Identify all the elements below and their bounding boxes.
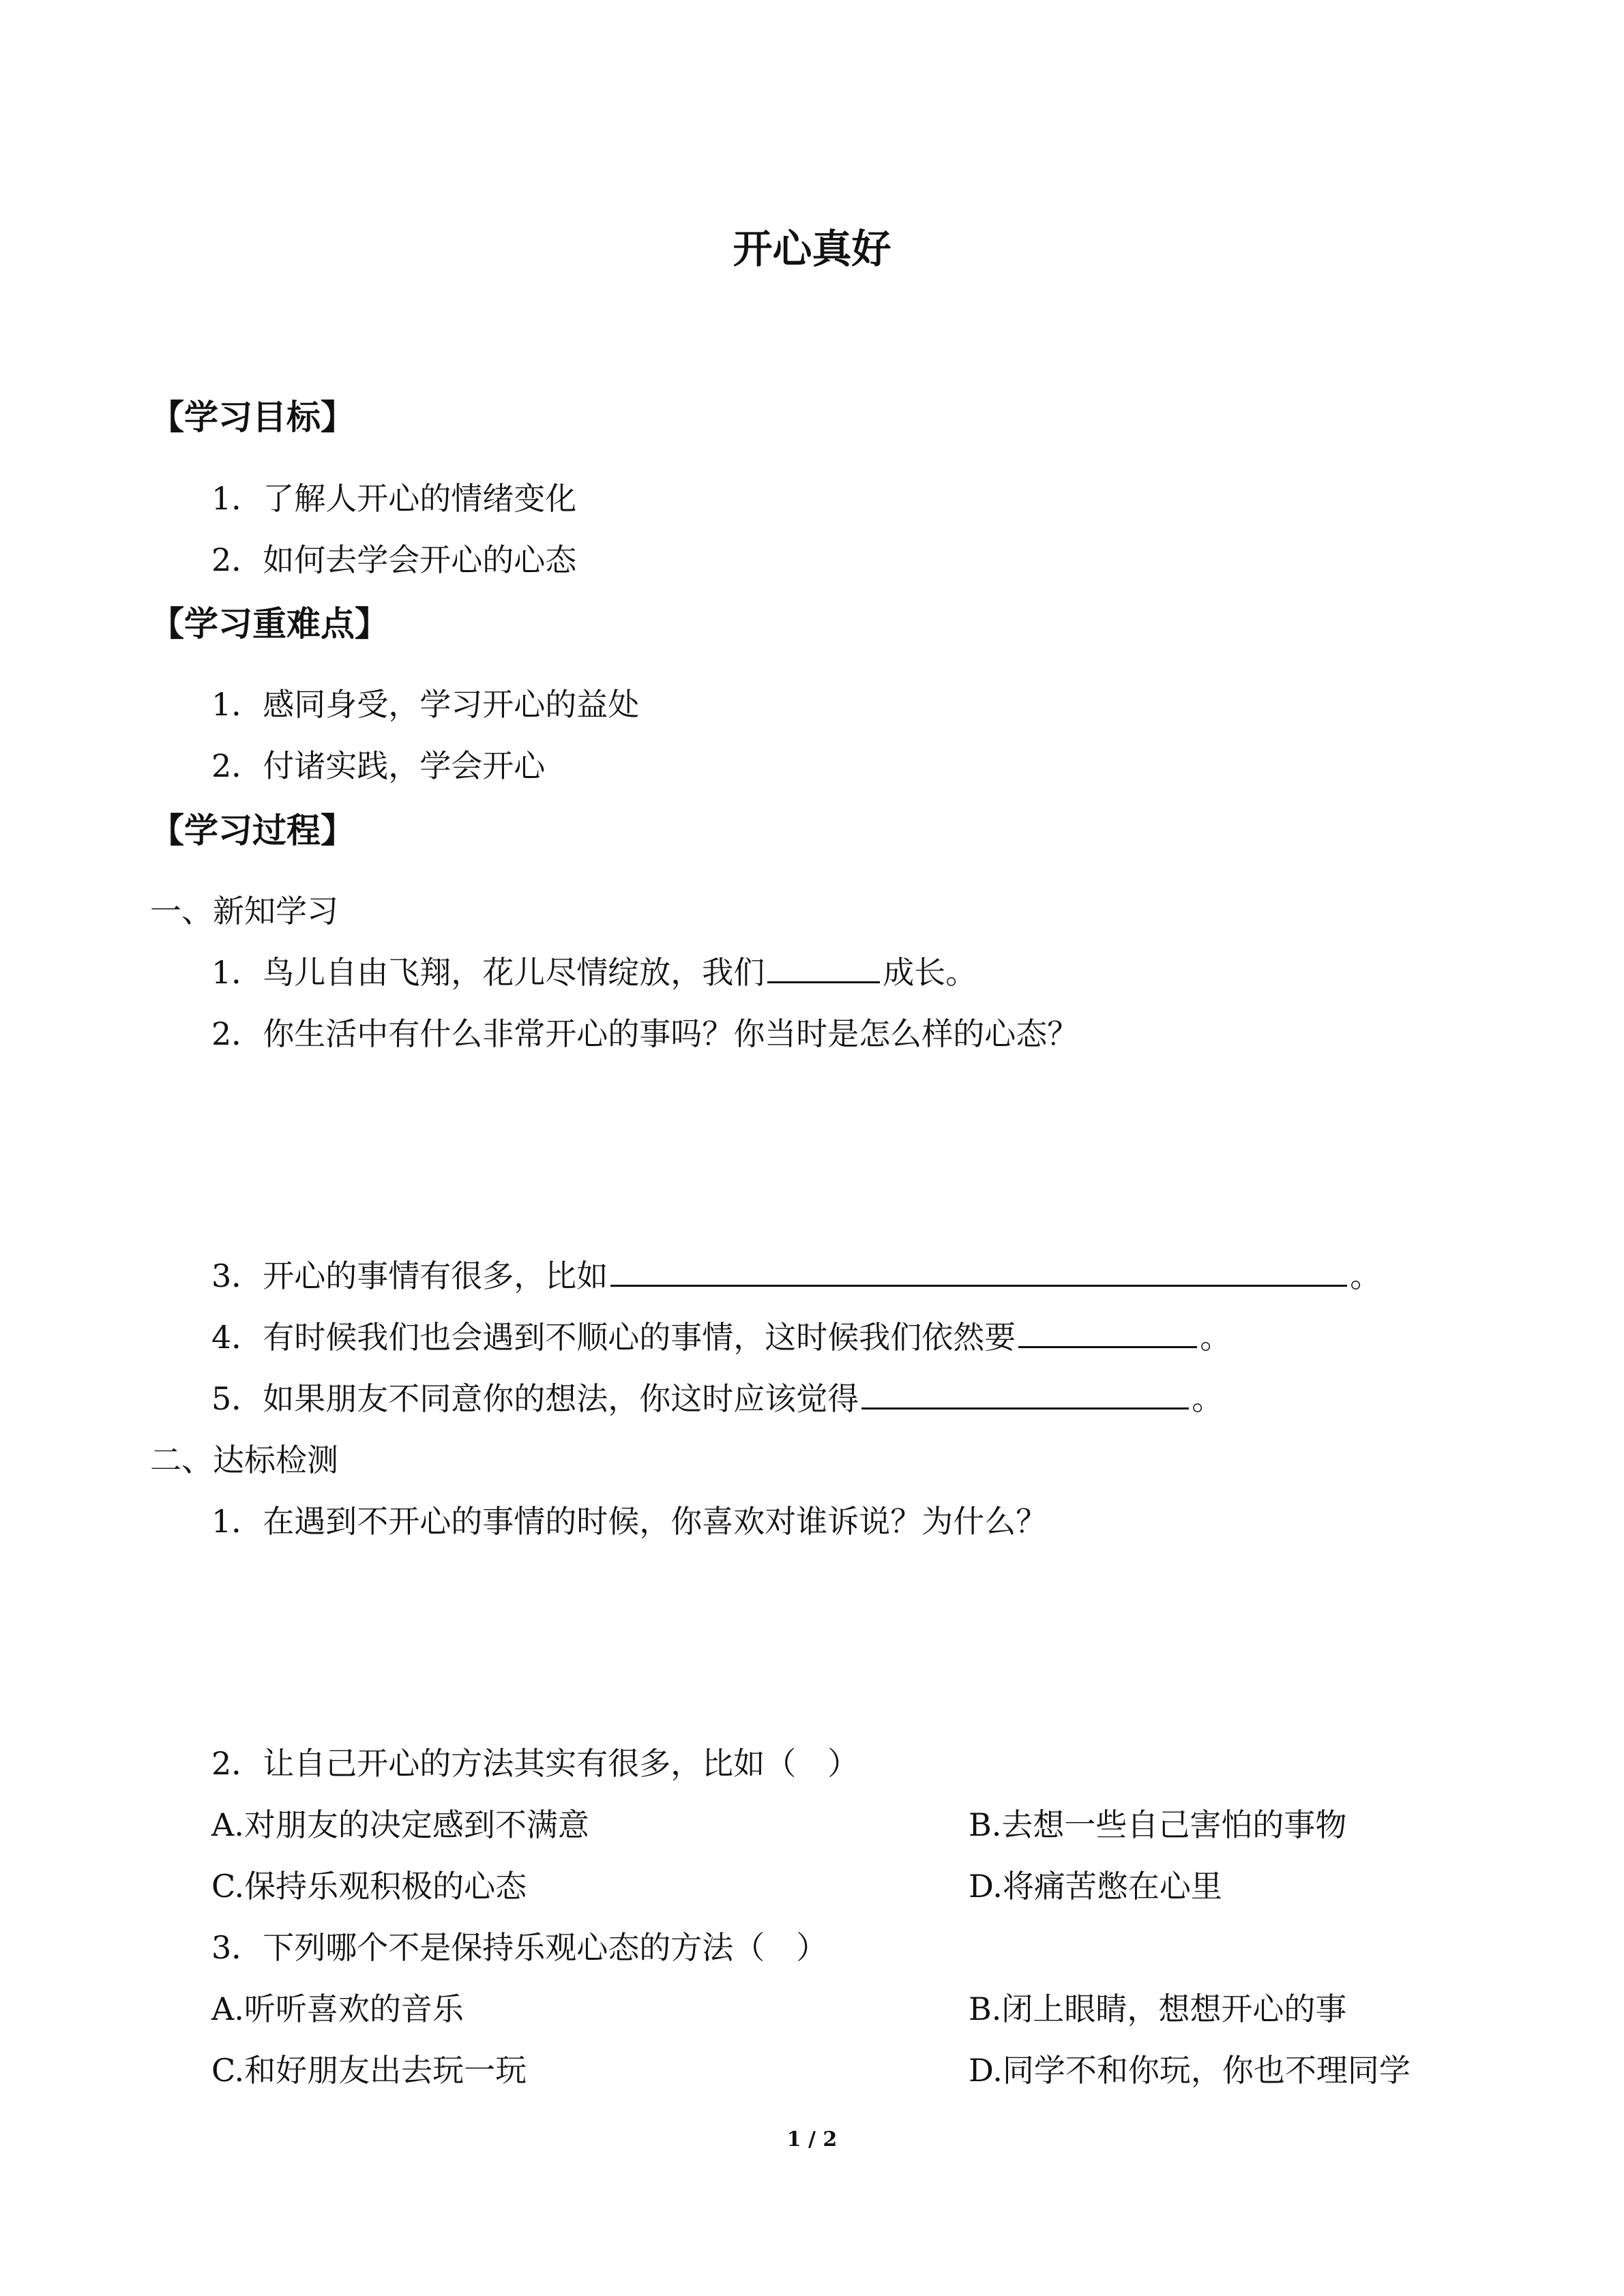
goal-item-1: 1．了解人开心的情绪变化 [211,480,577,517]
question-1-2: 2．你生活中有什么非常开心的事吗？你当时是怎么样的心态？ [211,1015,1079,1052]
section-heading-process: 【学习过程】 [150,810,355,850]
option-2-2-d: D.将痛苦憋在心里 [969,1868,1222,1905]
part1-label: 一、新知学习 [150,893,338,929]
question-2-1: 1．在遇到不开心的事情的时候，你喜欢对谁诉说？为什么？ [211,1503,1048,1540]
page-title: 开心真好 [733,226,891,272]
key-point-item-1: 1．感同身受，学习开心的益处 [211,686,640,723]
section-heading-key-points: 【学习重难点】 [150,603,389,644]
goal-item-2: 2．如何去学会开心的心态 [211,541,577,578]
question-text: 4．有时候我们也会遇到不顺心的事情，这时候我们依然要 [211,1319,1016,1356]
answer-blank[interactable] [1018,1319,1197,1348]
question-text-end: 。 [1350,1257,1382,1294]
option-2-3-c: C.和好朋友出去玩一玩 [211,2052,527,2089]
question-text-end: 。 [1200,1319,1232,1356]
question-text: 5．如果朋友不同意你的想法，你这时应该觉得 [211,1380,859,1417]
section-heading-goals: 【学习目标】 [150,397,355,437]
option-2-3-d: D.同学不和你玩，你也不理同学 [969,2052,1411,2089]
option-2-3-b: B.闭上眼睛，想想开心的事 [969,1991,1347,2027]
question-text-end: 成长。 [883,954,977,991]
part2-label: 二、达标检测 [150,1442,338,1478]
option-2-2-c: C.保持乐观积极的心态 [211,1868,527,1905]
question-1-1 [211,948,977,993]
answer-blank[interactable] [610,1257,1347,1287]
question-text-end: 。 [1192,1380,1224,1417]
option-2-3-a: A.听听喜欢的音乐 [211,1991,464,2027]
question-1-3 [211,1251,1381,1296]
question-2-2: 2．让自己开心的方法其实有很多，比如（ ） [211,1745,859,1782]
page-number: 1 / 2 [786,2128,838,2151]
question-1-4 [211,1313,1231,1358]
question-text: 3．开心的事情有很多，比如 [211,1257,608,1294]
answer-blank[interactable] [767,954,880,983]
option-2-2-b: B.去想一些自己害怕的事物 [969,1806,1347,1843]
question-2-3: 3．下列哪个不是保持乐观心态的方法（ ） [211,1929,828,1966]
question-1-5 [211,1374,1223,1419]
answer-blank[interactable] [861,1380,1189,1410]
question-text: 1．鸟儿自由飞翔，花儿尽情绽放，我们 [211,954,765,991]
option-2-2-a: A.对朋友的决定感到不满意 [211,1806,589,1843]
key-point-item-2: 2．付诸实践，学会开心 [211,747,546,784]
